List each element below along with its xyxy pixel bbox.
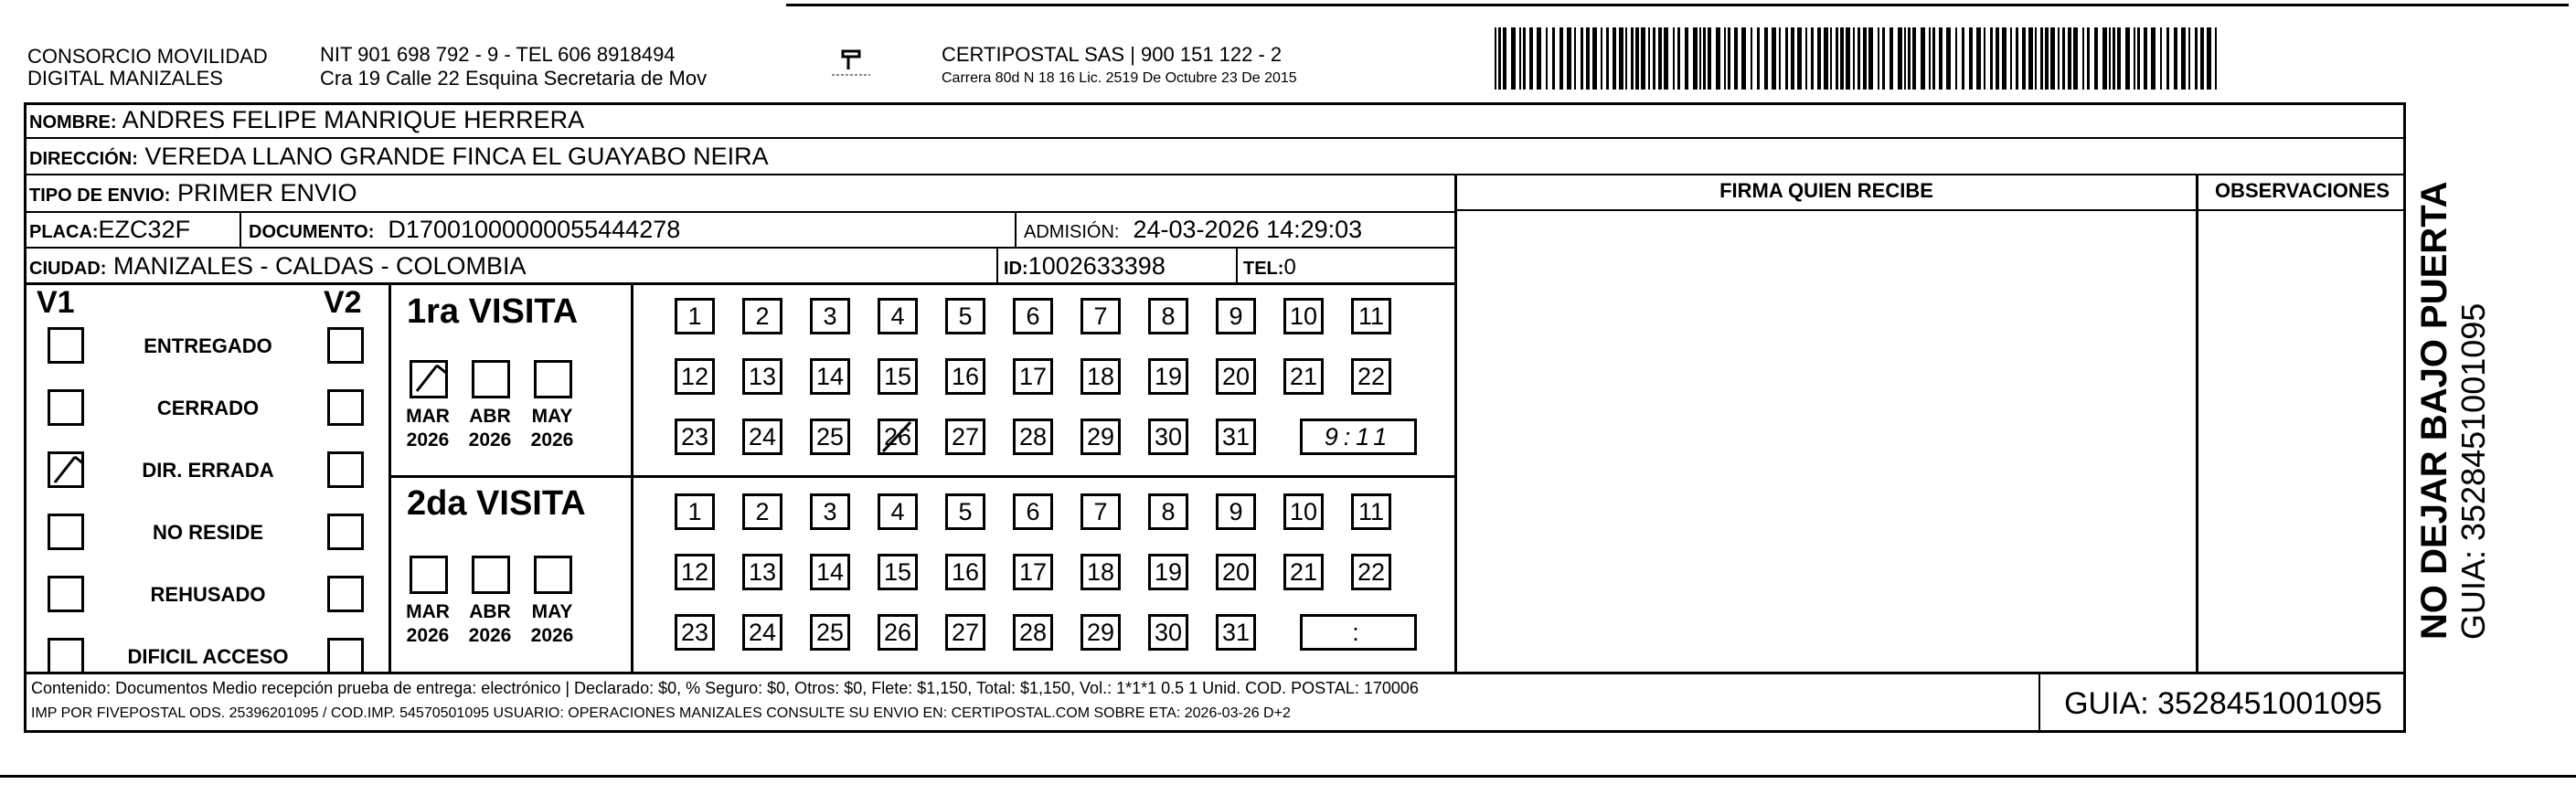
visit1-day-3[interactable]: 3 — [810, 298, 850, 334]
side-notice — [2413, 128, 2505, 640]
visit1-month-checkbox[interactable] — [472, 360, 510, 398]
visit2-day-19[interactable]: 19 — [1148, 554, 1188, 590]
visit1-day-23[interactable]: 23 — [675, 419, 715, 455]
visit1-day-14[interactable]: 14 — [810, 358, 850, 395]
visit1-day-19[interactable]: 19 — [1148, 358, 1188, 395]
visit2-day-23[interactable]: 23 — [675, 614, 715, 651]
visit1-day-21[interactable]: 21 — [1283, 358, 1324, 395]
visit2-year-label: 2026 — [530, 625, 574, 646]
row-divider — [1454, 209, 2406, 211]
visit2-day-26[interactable]: 26 — [878, 614, 918, 651]
row-divider — [24, 137, 2406, 139]
visit1-day-15[interactable]: 15 — [878, 358, 918, 395]
status-v2-checkbox[interactable] — [327, 327, 364, 364]
tel-field: TEL:0 — [1243, 255, 1296, 280]
visit2-day-25[interactable]: 25 — [810, 614, 850, 651]
status-v1-checkbox[interactable] — [48, 576, 84, 612]
visit2-month-checkbox[interactable] — [472, 556, 510, 594]
status-v2-checkbox[interactable] — [327, 451, 364, 488]
visit1-month-checkbox[interactable] — [410, 360, 448, 398]
visit1-month-label: ABR — [469, 406, 511, 427]
visit1-day-5[interactable]: 5 — [945, 298, 985, 334]
visit2-month-label: MAR — [406, 601, 450, 622]
row-divider — [24, 211, 1454, 213]
visit2-day-14[interactable]: 14 — [810, 554, 850, 590]
footer-contents: Contenido: Documentos Medio recepción prueba de entrega: electrónico | Declarado: $0, % Seguro: $0, Otros: $0, Flete: $1,150, Total: $1,150, Vol.: 1*1*1 0.5 1 Unid. COD. POSTAL: 170006 — [31, 679, 1419, 697]
document-value: D17001000000055444278 — [388, 216, 681, 243]
company-name-line1: CONSORCIO MOVILIDAD — [27, 45, 268, 68]
visit1-month-label: MAR — [406, 406, 450, 427]
visit1-time-box[interactable]: 9:11 — [1300, 419, 1417, 455]
col-divider — [1015, 211, 1017, 248]
visit1-day-27[interactable]: 27 — [945, 419, 985, 455]
visit1-year-label: 2026 — [530, 429, 574, 450]
status-v1-checkbox[interactable] — [48, 638, 84, 674]
visit2-day-11[interactable]: 11 — [1351, 493, 1391, 530]
visit2-year-label: 2026 — [468, 625, 512, 646]
row-divider — [24, 174, 2406, 175]
visit2-day-22[interactable]: 22 — [1351, 554, 1391, 590]
visit2-day-21[interactable]: 21 — [1283, 554, 1324, 590]
col-divider — [1454, 174, 1457, 672]
visit2-day-2[interactable]: 2 — [742, 493, 782, 530]
visit1-day-10[interactable]: 10 — [1283, 298, 1324, 334]
courier-logo-icon — [830, 46, 872, 80]
visit1-day-25[interactable]: 25 — [810, 419, 850, 455]
visit2-day-9[interactable]: 9 — [1216, 493, 1256, 530]
visit1-day-7[interactable]: 7 — [1080, 298, 1121, 334]
visit2-day-28[interactable]: 28 — [1013, 614, 1053, 651]
visit2-day-30[interactable]: 30 — [1148, 614, 1188, 651]
col-divider — [996, 247, 998, 283]
signature-header: FIRMA QUIEN RECIBE — [1719, 179, 1933, 202]
visit2-year-label: 2026 — [406, 625, 450, 646]
admission-field: ADMISIÓN: 24-03-2026 14:29:03 — [1024, 216, 1363, 243]
visit2-month-checkbox[interactable] — [534, 556, 572, 594]
recipient-name: ANDRES FELIPE MANRIQUE HERRERA — [122, 106, 585, 133]
admission-value: 24-03-2026 14:29:03 — [1133, 216, 1363, 243]
status-v1-checkbox[interactable] — [48, 327, 84, 364]
status-option-label: CERRADO — [156, 397, 260, 419]
footer-guide-number: GUIA: 3528451001095 — [2064, 686, 2382, 721]
visit1-day-11[interactable]: 11 — [1351, 298, 1391, 334]
courier-line1: CERTIPOSTAL SAS | 900 151 122 - 2 — [942, 43, 1283, 66]
visit2-day-6[interactable]: 6 — [1013, 493, 1053, 530]
company-name-line2: DIGITAL MANIZALES — [27, 67, 223, 90]
barcode — [1495, 27, 2226, 90]
no-dejar-label: NO DEJAR BAJO PUERTA — [2414, 181, 2454, 640]
visit2-month-checkbox[interactable] — [410, 556, 448, 594]
status-v1-checkbox[interactable] — [48, 514, 84, 550]
visit2-day-12[interactable]: 12 — [675, 554, 715, 590]
visit2-day-16[interactable]: 16 — [945, 554, 985, 590]
visit1-day-6[interactable]: 6 — [1013, 298, 1053, 334]
visit1-day-26[interactable]: 26 — [878, 419, 918, 455]
visit1-month-checkbox[interactable] — [534, 360, 572, 398]
visit1-day-31[interactable]: 31 — [1216, 419, 1256, 455]
visit1-day-24[interactable]: 24 — [742, 419, 782, 455]
visit2-day-15[interactable]: 15 — [878, 554, 918, 590]
visit1-day-4[interactable]: 4 — [878, 298, 918, 334]
nit-line: NIT 901 698 792 - 9 - TEL 606 8918494 — [320, 43, 676, 66]
status-option-label: ENTREGADO — [144, 334, 272, 357]
city-value: MANIZALES - CALDAS - COLOMBIA — [112, 252, 527, 280]
status-option-label: REHUSADO — [150, 583, 266, 606]
visit2-day-31[interactable]: 31 — [1216, 614, 1256, 651]
visit2-day-13[interactable]: 13 — [742, 554, 782, 590]
status-v2-checkbox[interactable] — [327, 514, 364, 550]
visit2-day-7[interactable]: 7 — [1080, 493, 1121, 530]
visit2-day-3[interactable]: 3 — [810, 493, 850, 530]
status-option-label: DIFICIL ACCESO — [127, 645, 289, 668]
visit1-day-13[interactable]: 13 — [742, 358, 782, 395]
city-field: CIUDAD: MANIZALES - CALDAS - COLOMBIA — [29, 252, 527, 280]
visit2-month-label: MAY — [531, 601, 573, 622]
address-field: DIRECCIÓN: VEREDA LLANO GRANDE FINCA EL GUAYABO NEIRA — [29, 143, 769, 170]
visit1-year-label: 2026 — [406, 429, 450, 450]
visit2-day-5[interactable]: 5 — [945, 493, 985, 530]
visit1-day-9[interactable]: 9 — [1216, 298, 1256, 334]
plate-field: PLACA:EZC32F — [29, 216, 191, 243]
visit2-day-24[interactable]: 24 — [742, 614, 782, 651]
visit2-day-20[interactable]: 20 — [1216, 554, 1256, 590]
visit2-title: 2da VISITA — [407, 484, 586, 523]
status-v2-checkbox[interactable] — [327, 576, 364, 612]
visit2-day-1[interactable]: 1 — [675, 493, 715, 530]
col-divider — [2196, 174, 2198, 672]
visit1-day-8[interactable]: 8 — [1148, 298, 1188, 334]
visit2-day-17[interactable]: 17 — [1013, 554, 1053, 590]
status-option-label: DIR. ERRADA — [142, 459, 274, 482]
status-v1-checkbox[interactable] — [48, 451, 84, 488]
visit2-day-27[interactable]: 27 — [945, 614, 985, 651]
visit1-day-1[interactable]: 1 — [675, 298, 715, 334]
visit1-day-2[interactable]: 2 — [742, 298, 782, 334]
document-field: DOCUMENTO: D17001000000055444278 — [249, 216, 681, 243]
footer-print-info: IMP POR FIVEPOSTAL ODS. 25396201095 / COD.IMP. 54570501095 USUARIO: OPERACIONES MANIZALES CONSULTE SU ENVIO EN: CERTIPOSTAL.COM SOBRE ETA: 2026-03-26 D+2 — [31, 705, 1291, 721]
v2-label: V2 — [324, 285, 362, 320]
courier-line2: Carrera 80d N 18 16 Lic. 2519 De Octubre 23 De 2015 — [942, 70, 1297, 86]
visit1-day-22[interactable]: 22 — [1351, 358, 1391, 395]
scan-edge-line — [786, 4, 2569, 6]
id-field: ID:1002633398 — [1004, 252, 1166, 280]
tel-value: 0 — [1283, 255, 1296, 280]
visit2-day-10[interactable]: 10 — [1283, 493, 1324, 530]
visit1-day-18[interactable]: 18 — [1080, 358, 1121, 395]
shipment-type-field: TIPO DE ENVIO: PRIMER ENVIO — [29, 179, 357, 207]
signature-area[interactable] — [1463, 215, 2189, 667]
visit1-day-20[interactable]: 20 — [1216, 358, 1256, 395]
visit2-day-29[interactable]: 29 — [1080, 614, 1121, 651]
status-v2-checkbox[interactable] — [327, 389, 364, 426]
visit2-day-8[interactable]: 8 — [1148, 493, 1188, 530]
observations-area[interactable] — [2203, 215, 2402, 667]
row-divider — [24, 247, 1454, 249]
observations-header: OBSERVACIONES — [2214, 179, 2390, 202]
visit2-day-4[interactable]: 4 — [878, 493, 918, 530]
visit1-day-12[interactable]: 12 — [675, 358, 715, 395]
visit1-month-label: MAY — [531, 406, 573, 427]
recipient-address: VEREDA LLANO GRANDE FINCA EL GUAYABO NEIRA — [144, 143, 769, 170]
visit2-month-label: ABR — [469, 601, 511, 622]
col-divider — [240, 211, 241, 248]
visit1-day-29[interactable]: 29 — [1080, 419, 1121, 455]
visit1-day-28[interactable]: 28 — [1013, 419, 1053, 455]
status-v2-checkbox[interactable] — [327, 638, 364, 674]
status-v1-checkbox[interactable] — [48, 389, 84, 426]
visit1-day-30[interactable]: 30 — [1148, 419, 1188, 455]
scan-bottom-line — [0, 775, 2576, 778]
company-address: Cra 19 Calle 22 Esquina Secretaria de Mov — [320, 67, 708, 90]
visit1-day-17[interactable]: 17 — [1013, 358, 1053, 395]
visit1-title: 1ra VISITA — [407, 292, 579, 331]
visit1-day-16[interactable]: 16 — [945, 358, 985, 395]
v1-label: V1 — [37, 285, 75, 320]
col-divider — [1236, 247, 1238, 283]
plate-value: EZC32F — [98, 216, 191, 243]
status-option-label: NO RESIDE — [152, 521, 264, 544]
visit1-year-label: 2026 — [468, 429, 512, 450]
id-value: 1002633398 — [1027, 252, 1166, 280]
visit2-day-18[interactable]: 18 — [1080, 554, 1121, 590]
visit2-time-box[interactable]: : — [1300, 614, 1417, 651]
name-field: NOMBRE: ANDRES FELIPE MANRIQUE HERRERA — [29, 106, 585, 133]
shipment-type: PRIMER ENVIO — [176, 179, 357, 207]
side-guide-number: GUIA: 3528451001095 — [2454, 302, 2492, 640]
visit-divider — [389, 475, 1454, 478]
